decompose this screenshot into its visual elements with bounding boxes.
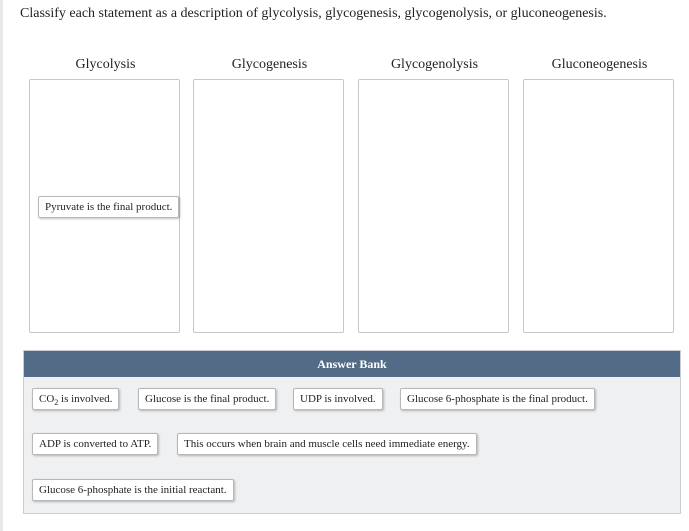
left-border bbox=[0, 0, 3, 531]
answer-chip-pyruvate-final[interactable]: Pyruvate is the final product. bbox=[38, 196, 179, 218]
drop-zone-glycogenolysis[interactable] bbox=[358, 79, 509, 333]
column-header-glycogenolysis: Glycogenolysis bbox=[390, 57, 479, 72]
answer-chip-udp-involved[interactable]: UDP is involved. bbox=[293, 388, 383, 410]
drop-zone-glycolysis[interactable] bbox=[29, 79, 180, 333]
answer-chip-co2-involved[interactable] bbox=[32, 388, 119, 410]
co2-suffix: is involved. bbox=[58, 393, 113, 405]
answer-chip-g6p-final[interactable]: Glucose 6-phosphate is the final product. bbox=[400, 388, 595, 410]
drop-zone-glycogenesis[interactable] bbox=[193, 79, 344, 333]
answer-chip-brain-muscle-energy[interactable]: This occurs when brain and muscle cells need immediate energy. bbox=[177, 433, 477, 455]
co2-subscript: 2 bbox=[54, 398, 59, 408]
drop-zone-gluconeogenesis[interactable] bbox=[523, 79, 674, 333]
co2-prefix: CO bbox=[39, 393, 55, 405]
column-header-gluconeogenesis: Gluconeogenesis bbox=[551, 57, 648, 72]
answer-chip-g6p-initial[interactable]: Glucose 6-phosphate is the initial reactant. bbox=[32, 479, 234, 501]
column-header-glycolysis: Glycolysis bbox=[75, 57, 136, 72]
answer-chip-adp-atp[interactable]: ADP is converted to ATP. bbox=[32, 433, 158, 455]
answer-bank-title: Answer Bank bbox=[24, 351, 680, 377]
answer-chip-glucose-final[interactable]: Glucose is the final product. bbox=[138, 388, 276, 410]
instruction-text: Classify each statement as a description of glycolysis, glycogenesis, glycogenolysis, or gluconeogenesis. bbox=[20, 6, 607, 21]
answer-bank[interactable] bbox=[23, 350, 681, 514]
column-header-glycogenesis: Glycogenesis bbox=[231, 57, 308, 72]
